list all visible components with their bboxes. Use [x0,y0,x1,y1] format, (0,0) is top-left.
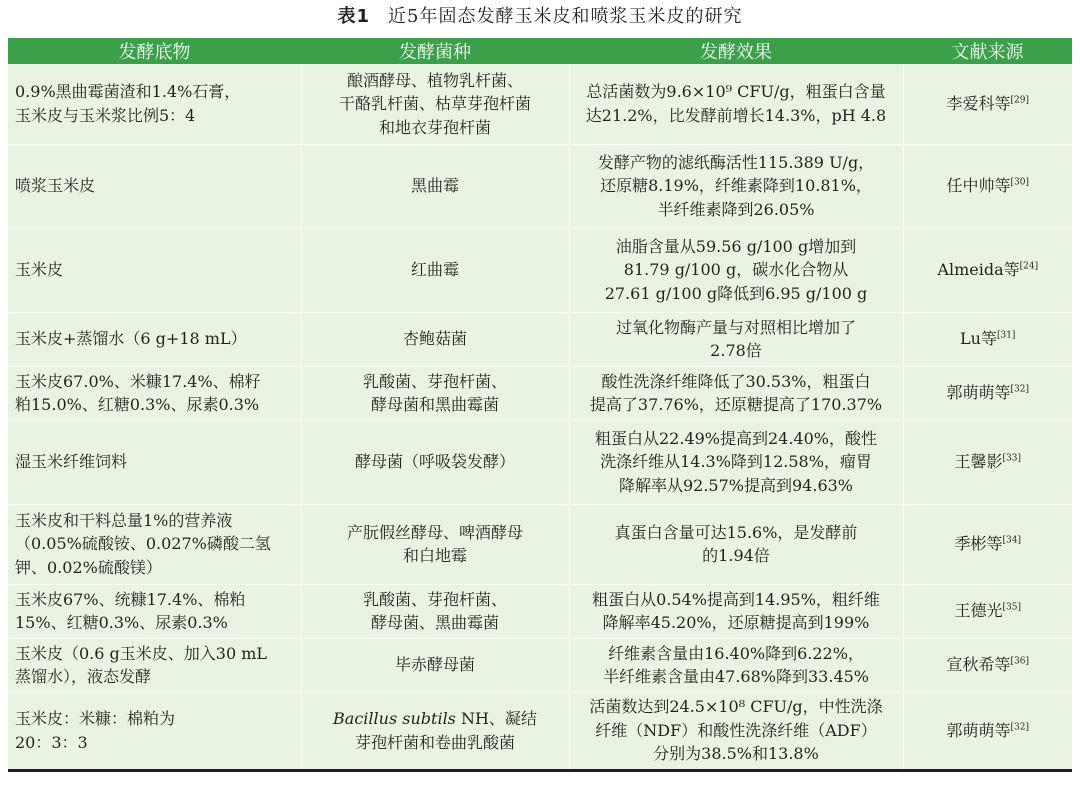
cell-reference [903,366,1072,420]
table-caption [0,0,1080,34]
cell-effect [569,584,903,638]
rows.0.strain-line: 酿酒酵母、植物乳杆菌、 [346,70,523,90]
reference-author: 王馨影 [954,452,1003,472]
rows.0.effect-line: 达21.2%，比发酵前增长14.3%，pH 4.8 [585,105,887,125]
rows.9.strain-line: NH、凝结 [455,709,537,728]
cell-reference [903,420,1072,504]
cell-reference [903,692,1072,770]
rows.6.substrate-line: 钾、0.02%硫酸镁） [15,557,162,577]
table-row [8,64,1072,144]
rows.1.effect-line: 发酵产物的滤纸酶活性115.389 U/g， [597,152,875,172]
table-row [8,228,1072,312]
header-reference: 文献来源 [903,38,1072,64]
rows.5.effect-line: 洗涤纤维从14.3%降到12.58%，瘤胃 [600,452,872,472]
reference-author: 季彬等 [954,534,1003,554]
reference-author: 郭萌萌等 [946,720,1011,740]
cell-substrate [8,312,301,366]
reference-author: 王德光 [954,601,1003,621]
rows.3.strain-line: 杏鲍菇菌 [402,329,467,349]
rows.2.effect-line: 27.61 g/100 g降低到6.95 g/100 g [604,283,868,303]
cell-strain [301,504,569,584]
rows.0.strain-line: 和地衣芽孢杆菌 [378,117,491,137]
header-effect: 发酵效果 [569,38,903,64]
rows.9.strain-line: 芽孢杆菌和卷曲乳酸菌 [354,732,515,752]
table-row [8,692,1072,770]
reference-citation: [35] [1002,602,1021,613]
cell-strain [301,692,569,770]
cell-strain [301,584,569,638]
rows.8.effect-line: 纤维素含量由16.40%降到6.22%， [608,643,864,663]
cell-effect [569,504,903,584]
rows.9.effect-line: 活菌数达到24.5×10⁸ CFU/g，中性洗涤 [589,697,883,717]
reference-citation: [36] [1010,656,1029,667]
rows.4.strain-line: 乳酸菌、芽孢杆菌、 [362,371,507,391]
rows.9.effect-line: 纤维（NDF）和酸性洗涤纤维（ADF） [595,720,877,740]
cell-effect [569,638,903,692]
rows.0.strain-line: 干酪乳杆菌、枯草芽孢杆菌 [338,94,531,113]
rows.6.effect-line: 的1.94倍 [702,546,770,565]
reference-author: Lu等 [960,329,997,349]
reference-citation: [32] [1010,722,1029,733]
cell-reference [903,584,1072,638]
rows.2.effect-line: 81.79 g/100 g，碳水化合物从 [623,260,849,280]
cell-substrate [8,420,301,504]
rows.4.strain-line: 酵母菌和黑曲霉菌 [370,395,499,414]
cell-strain [301,64,569,144]
reference-citation: [30] [1010,177,1029,188]
rows.7.strain-line: 乳酸菌、芽孢杆菌、 [362,589,507,609]
table-row [8,144,1072,228]
table-body [8,64,1072,770]
cell-effect [569,692,903,770]
rows.7.effect-line: 粗蛋白从0.54%提高到14.95%，粗纤维 [592,589,880,609]
rows.6.substrate-line: （0.05%硫酸铵、0.027%磷酸二氢 [15,534,271,554]
rows.6.strain-line: 和白地霉 [402,546,467,565]
table-row [8,638,1072,692]
rows.4.effect-line: 酸性洗涤纤维降低了30.53%，粗蛋白 [601,371,871,391]
cell-effect [569,312,903,366]
reference-citation: [29] [1010,95,1029,106]
rows.6.strain-line: 产朊假丝酵母、啤酒酵母 [346,522,523,542]
table-label: 表1 [337,6,371,27]
rows.2.effect-line: 油脂含量从59.56 g/100 g增加到 [615,236,857,256]
rows.8.effect-line: 半纤维素含量由47.68%降到33.45% [602,667,870,686]
rows.7.substrate-line: 15%、红糖0.3%、尿素0.3% [15,613,228,632]
rows.1.effect-line: 半纤维素降到26.05% [657,199,815,219]
cell-effect [569,228,903,312]
rows.8.strain-line: 毕赤酵母菌 [394,655,475,675]
table-title: 近5年固态发酵玉米皮和喷浆玉米皮的研究 [388,6,743,27]
rows.5.substrate-line: 湿玉米纤维饲料 [15,452,128,472]
table-row [8,312,1072,366]
cell-effect [569,420,903,504]
cell-effect [569,144,903,228]
rows.4.substrate-line: 粕15.0%、红糖0.3%、尿素0.3% [15,395,260,414]
cell-substrate [8,504,301,584]
cell-strain [301,420,569,504]
cell-substrate [8,366,301,420]
rows.8.substrate-line: 蒸馏水），液态发酵 [15,667,152,686]
cell-substrate [8,638,301,692]
cell-strain [301,312,569,366]
cell-reference [903,64,1072,144]
cell-substrate [8,584,301,638]
cell-reference [903,638,1072,692]
rows.3.effect-line: 2.78倍 [710,341,762,360]
rows.3.substrate-line: 玉米皮+蒸馏水（6 g+18 mL） [15,329,247,349]
rows.2.substrate-line: 玉米皮 [15,260,64,280]
cell-reference [903,144,1072,228]
cell-effect [569,366,903,420]
table-row [8,504,1072,584]
cell-substrate [8,144,301,228]
reference-citation: [33] [1002,453,1021,464]
reference-citation: [34] [1002,535,1021,546]
cell-substrate [8,64,301,144]
rows.6.substrate-line: 玉米皮和干料总量1%的营养液 [15,510,233,530]
cell-reference [903,312,1072,366]
header-row [8,38,1072,64]
rows.9.effect-line: 分别为38.5%和13.8% [653,744,819,764]
reference-author: 李爱科等 [946,94,1011,113]
reference-author: Almeida等 [937,260,1020,280]
strain-scientific-name: Bacillus subtils [333,709,456,728]
rows.7.strain-line: 酵母菌、黑曲霉菌 [370,613,499,632]
cell-substrate [8,692,301,770]
rows.9.substrate-line: 玉米皮：米糠：棉粕为 [15,709,176,728]
reference-citation: [32] [1010,384,1029,395]
research-table [8,38,1072,772]
cell-reference [903,228,1072,312]
cell-strain [301,366,569,420]
rows.4.substrate-line: 玉米皮67.0%、米糠17.4%、棉籽 [15,371,261,391]
reference-author: 任中帅等 [946,176,1011,196]
cell-strain [301,638,569,692]
rows.6.effect-line: 真蛋白含量可达15.6%，是发酵前 [614,522,858,542]
rows.7.substrate-line: 玉米皮67%、统糠17.4%、棉粕 [15,589,246,609]
header-substrate: 发酵底物 [8,38,301,64]
rows.5.effect-line: 粗蛋白从22.49%提高到24.40%，酸性 [594,428,878,448]
cell-strain [301,228,569,312]
rows.1.strain-line: 黑曲霉 [410,176,459,196]
rows.0.substrate-line: 0.9%黑曲霉菌渣和1.4%石膏， [15,82,241,102]
table-row [8,584,1072,638]
reference-citation: [24] [1019,261,1039,272]
rows.9.substrate-line: 20：3：3 [15,732,88,752]
rows.0.substrate-line: 玉米皮与玉米浆比例5：4 [15,105,196,125]
rows.2.strain-line: 红曲霉 [410,260,459,280]
rows.5.strain-line: 酵母菌（呼吸袋发酵） [354,452,515,472]
rows.3.effect-line: 过氧化物酶产量与对照相比增加了 [615,317,856,337]
rows.4.effect-line: 提高了37.76%，还原糖提高了170.37% [589,395,883,414]
rows.1.effect-line: 还原糖8.19%，纤维素降到10.81%， [600,176,872,196]
table-row [8,366,1072,420]
rows.1.substrate-line: 喷浆玉米皮 [15,176,96,196]
rows.8.substrate-line: 玉米皮（0.6 g玉米皮、加入30 mL [15,643,268,663]
cell-substrate [8,228,301,312]
table-row [8,420,1072,504]
reference-author: 郭萌萌等 [946,383,1011,403]
reference-author: 宣秋希等 [946,655,1011,675]
reference-citation: [31] [996,330,1016,341]
cell-reference [903,504,1072,584]
cell-effect [569,64,903,144]
rows.0.effect-line: 总活菌数为9.6×10⁹ CFU/g，粗蛋白含量 [586,82,886,102]
rows.7.effect-line: 降解率45.20%，还原糖提高到199% [602,613,870,632]
rows.5.effect-line: 降解率从92.57%提高到94.63% [618,475,854,495]
cell-strain [301,144,569,228]
header-strain: 发酵菌种 [301,38,569,64]
